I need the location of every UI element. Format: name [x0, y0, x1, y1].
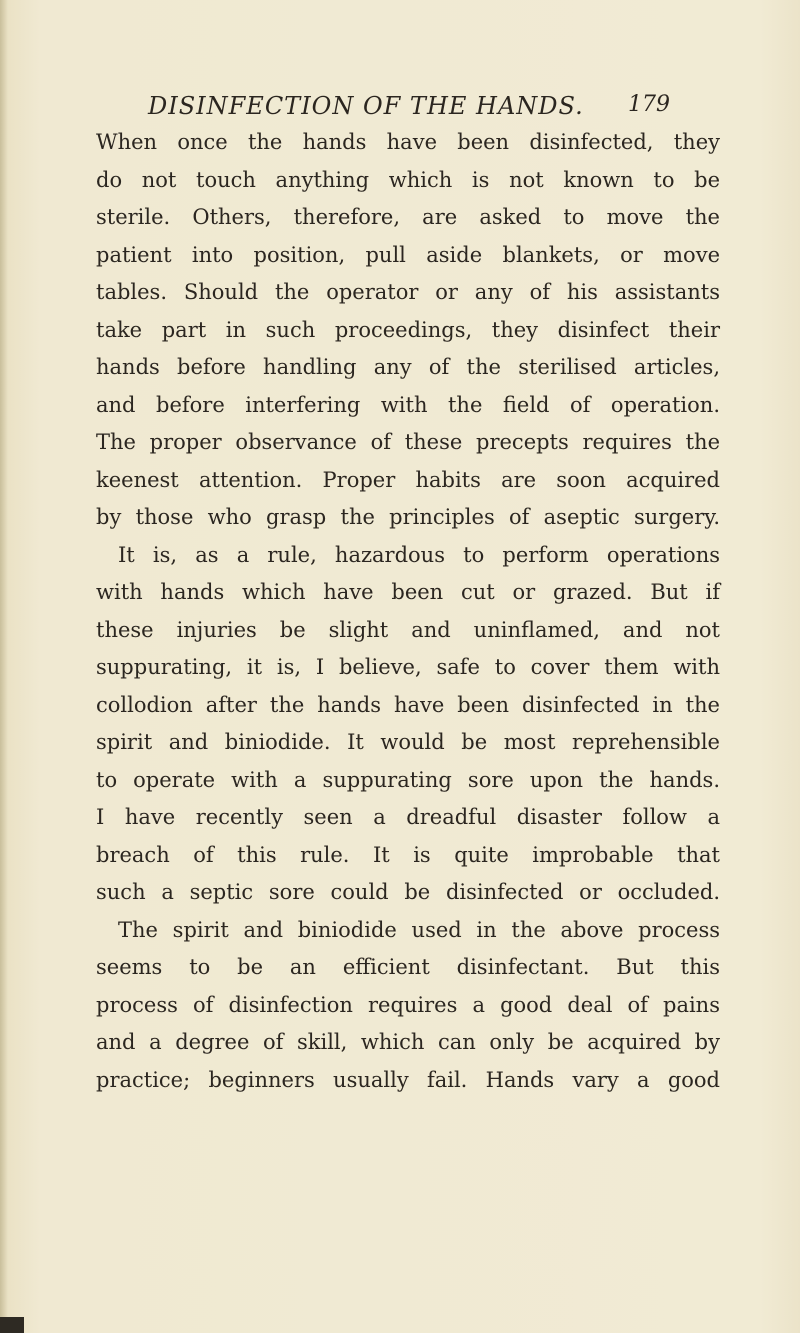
text-line: and before interfering with the field of operation. — [96, 392, 720, 417]
text-line: hands before handling any of the sterilised articles, — [96, 355, 720, 379]
text-line: spirit and biniodide. It would be most reprehensible — [96, 730, 720, 754]
text-line: such a septic sore could be disinfected or occluded. — [96, 880, 720, 904]
body-text — [96, 124, 720, 1099]
text-line: practice; beginners usually fail. Hands vary a good — [96, 1067, 720, 1092]
scan-edge-mark — [0, 1317, 24, 1333]
text-line: It is, as a rule, hazardous to perform operations — [118, 542, 720, 567]
text-line: with hands which have been cut or grazed. But if — [96, 580, 720, 604]
text-line: by those who grasp the principles of aseptic surgery. — [96, 505, 720, 529]
text-line: process of disinfection requires a good deal of pains — [96, 992, 720, 1017]
text-line: do not touch anything which is not known to be — [96, 167, 720, 192]
text-line: When once the hands have been disinfected, they — [96, 130, 720, 154]
text-line: these injuries be slight and uninflamed, and not — [96, 617, 720, 642]
text-line: and a degree of skill, which can only be acquired by — [96, 1030, 720, 1054]
text-line: The spirit and biniodide used in the above process — [118, 917, 720, 942]
text-line: patient into position, pull aside blankets, or move — [96, 242, 720, 267]
running-title: DISINFECTION OF THE HANDS. — [148, 92, 584, 120]
text-line: collodion after the hands have been disinfected in the — [96, 692, 720, 717]
text-line: suppurating, it is, I believe, safe to cover them with — [96, 655, 720, 679]
text-line: seems to be an efficient disinfectant. But this — [96, 955, 720, 979]
text-line: take part in such proceedings, they disinfect their — [96, 317, 720, 342]
text-line: tables. Should the operator or any of his assistants — [96, 280, 720, 304]
text-line: breach of this rule. It is quite improbable that — [96, 842, 720, 867]
text-line: The proper observance of these precepts requires the — [96, 430, 720, 454]
page-gutter-shadow — [0, 0, 8, 1333]
page-number: 179 — [628, 92, 670, 117]
text-line: to operate with a suppurating sore upon the hands. — [96, 767, 720, 792]
text-line: sterile. Others, therefore, are asked to move the — [96, 205, 720, 229]
text-line: keenest attention. Proper habits are soon acquired — [96, 467, 720, 492]
text-line: I have recently seen a dreadful disaster follow a — [96, 805, 720, 829]
